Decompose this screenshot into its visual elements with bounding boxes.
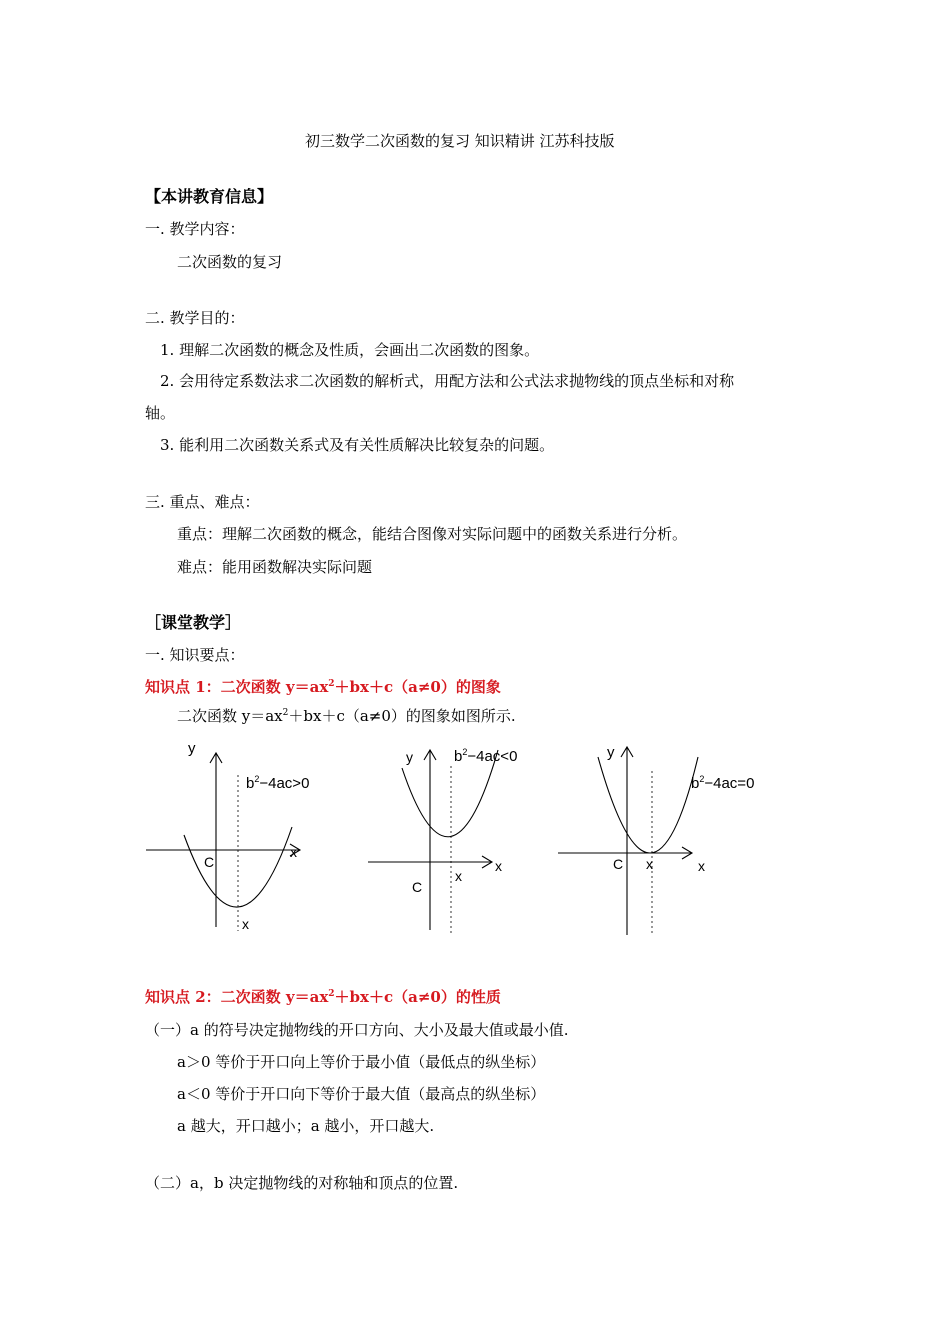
knowledge-point-1-description: 二次函数 $y=ax^2+bx+c(a\ne 0)$的图象如图所示.: [177, 707, 516, 725]
parabola-graph-1: [140, 735, 320, 940]
y-axis-label: y: [607, 744, 615, 761]
property-2: （二）a，b 决定抛物线的对称轴和顶点的位置.: [145, 1174, 459, 1192]
goal-item-1: 1. 理解二次函数的概念及性质，会画出二次函数的图象。: [160, 341, 540, 359]
x-axis-label: x: [698, 858, 705, 874]
section-heading-info: 【本讲教育信息】: [145, 187, 274, 206]
root-label-x1: x: [242, 916, 249, 932]
content-heading: 一. 教学内容：: [145, 220, 245, 238]
parabola-graph-3: [552, 735, 772, 940]
document-title: 初三数学二次函数的复习 知识精讲 江苏科技版: [305, 132, 615, 150]
y-axis-label: y: [406, 749, 413, 765]
content-text: 二次函数的复习: [177, 253, 283, 271]
property-1c: a 越大，开口越小；a 越小，开口越大.: [177, 1117, 435, 1135]
intercept-label-c: C: [613, 856, 624, 872]
key-point: 重点：理解二次函数的概念，能结合图像对实际问题中的函数关系进行分析。: [177, 525, 688, 543]
x-axis-label: x: [290, 844, 297, 860]
intercept-label-c: C: [412, 879, 423, 895]
knowledge-point-2-title: 知识点 2：二次函数 $y=ax^2+bx+c(a\ne 0)$的性质: [145, 988, 501, 1006]
property-1a: a＞0 等价于开口向上等价于最小值（最低点的纵坐标）: [177, 1053, 546, 1071]
parabola-curve: [598, 757, 698, 853]
knowledge-point-1-title: 知识点 1：二次函数 $y=ax^2+bx+c(a\ne 0)$的图象: [145, 678, 501, 696]
discriminant-condition: $b^2-4ac<0$: [454, 747, 518, 765]
x-axis-label: x: [495, 858, 502, 874]
intercept-label-c: C: [204, 854, 215, 870]
difficult-point: 难点：能用函数解决实际问题: [177, 558, 373, 576]
discriminant-condition: $b^2-4ac>0$: [246, 774, 310, 792]
goal-item-2-continued: 轴。: [145, 404, 176, 422]
goals-heading: 二. 教学目的：: [145, 309, 245, 327]
property-1: （一）a 的符号决定抛物线的开口方向、大小及最大值或最小值.: [145, 1021, 569, 1039]
goal-item-3: 3. 能利用二次函数关系式及有关性质解决比较复杂的问题。: [160, 436, 555, 454]
property-1b: a＜0 等价于开口向下等价于最大值（最高点的纵坐标）: [177, 1085, 546, 1103]
y-axis-label: y: [188, 740, 196, 757]
root-label-x1: x: [455, 868, 462, 884]
parabola-graph-2: [362, 738, 542, 933]
root-label-x1: x: [646, 856, 653, 872]
goal-item-2: 2. 会用待定系数法求二次函数的解析式，用配方法和公式法求抛物线的顶点坐标和对称: [160, 372, 735, 390]
knowledge-points-heading: 一. 知识要点：: [145, 646, 245, 664]
keypoints-heading: 三. 重点、难点：: [145, 493, 260, 511]
discriminant-condition: $b^2-4ac=0$: [691, 774, 755, 792]
classroom-heading: ［课堂教学］: [145, 613, 242, 632]
